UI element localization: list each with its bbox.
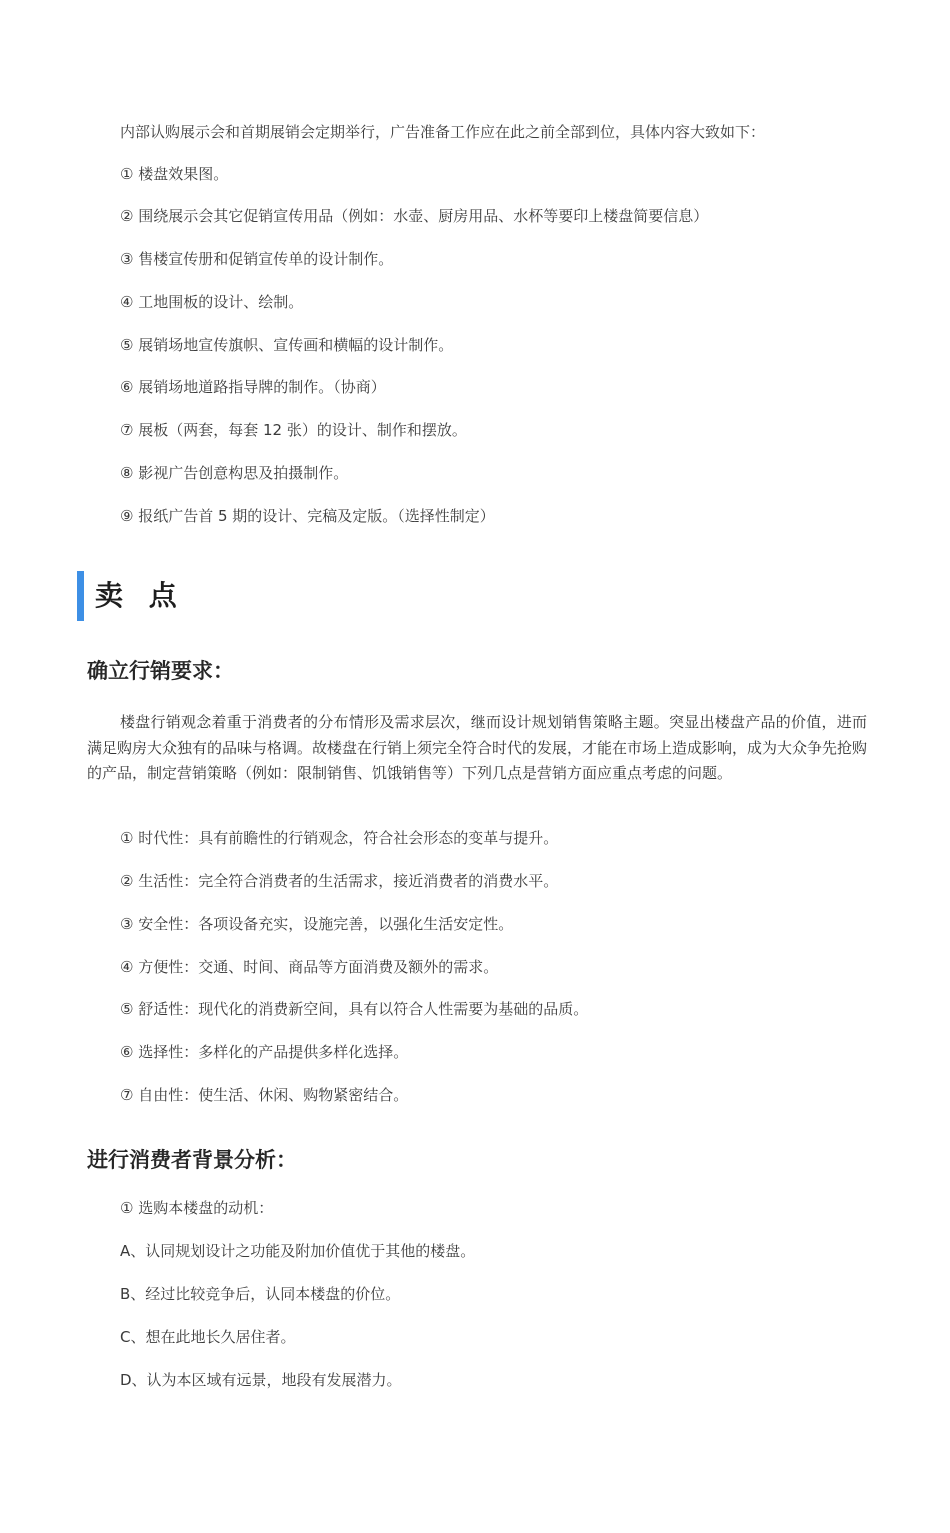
intro-item: ③ 售楼宣传册和促销宣传单的设计制作。: [120, 250, 394, 268]
consumer-heading: 进行消费者背景分析：: [87, 1148, 297, 1172]
marketing-item: ① 时代性：具有前瞻性的行销观念，符合社会形态的变革与提升。: [120, 829, 559, 847]
marketing-paragraph: 楼盘行销观念着重于消费者的分布情形及需求层次，继而设计规划销售策略主题。突显出楼盘产品的价值，进而满足购房大众独有的品味与格调。故楼盘在行销上须完全符合时代的发展，才能在市场上造成影响，成为大众争先抢购的产品，制定营销策略（例如：限制销售、饥饿销售等）下列几点是营销方面应重点考虑的问题。: [87, 713, 868, 782]
intro-item: ② 围绕展示会其它促销宣传用品（例如：水壶、厨房用品、水杯等要印上楼盘简要信息）: [120, 207, 709, 225]
marketing-item: ② 生活性：完全符合消费者的生活需求，接近消费者的消费水平。: [120, 872, 559, 890]
marketing-item: ④ 方便性：交通、时间、商品等方面消费及额外的需求。: [120, 958, 499, 976]
intro-item: ① 楼盘效果图。: [120, 165, 229, 183]
marketing-heading: 确立行销要求：: [87, 659, 234, 683]
consumer-item: D、认为本区域有远景，地段有发展潜力。: [120, 1371, 402, 1389]
consumer-item: ① 选购本楼盘的动机：: [120, 1199, 274, 1217]
consumer-item: A、认同规划设计之功能及附加价值优于其他的楼盘。: [120, 1242, 476, 1260]
intro-item: ⑥ 展销场地道路指导牌的制作。（协商）: [120, 378, 386, 396]
intro-item: ④ 工地围板的设计、绘制。: [120, 293, 304, 311]
marketing-item: ③ 安全性：各项设备充实，设施完善，以强化生活安定性。: [120, 915, 514, 933]
intro-text: 内部认购展示会和首期展销会定期举行，广告准备工作应在此之前全部到位，具体内容大致如下：: [120, 123, 766, 141]
consumer-item: B、经过比较竞争后，认同本楼盘的价位。: [120, 1285, 401, 1303]
marketing-item: ⑦ 自由性：使生活、休闲、购物紧密结合。: [120, 1086, 409, 1104]
section-title: 卖 点: [95, 579, 185, 612]
intro-item: ⑨ 报纸广告首 5 期的设计、完稿及定版。（选择性制定）: [120, 507, 495, 525]
consumer-item: C、想在此地长久居住者。: [120, 1328, 296, 1346]
marketing-item: ⑥ 选择性：多样化的产品提供多样化选择。: [120, 1043, 409, 1061]
marketing-item: ⑤ 舒适性：现代化的消费新空间，具有以符合人性需要为基础的品质。: [120, 1000, 589, 1018]
intro-item: ⑤ 展销场地宣传旗帜、宣传画和横幅的设计制作。: [120, 336, 454, 354]
section-accent-bar: [77, 571, 84, 621]
intro-item: ⑧ 影视广告创意构思及拍摄制作。: [120, 464, 349, 482]
intro-item: ⑦ 展板（两套，每套 12 张）的设计、制作和摆放。: [120, 421, 467, 439]
